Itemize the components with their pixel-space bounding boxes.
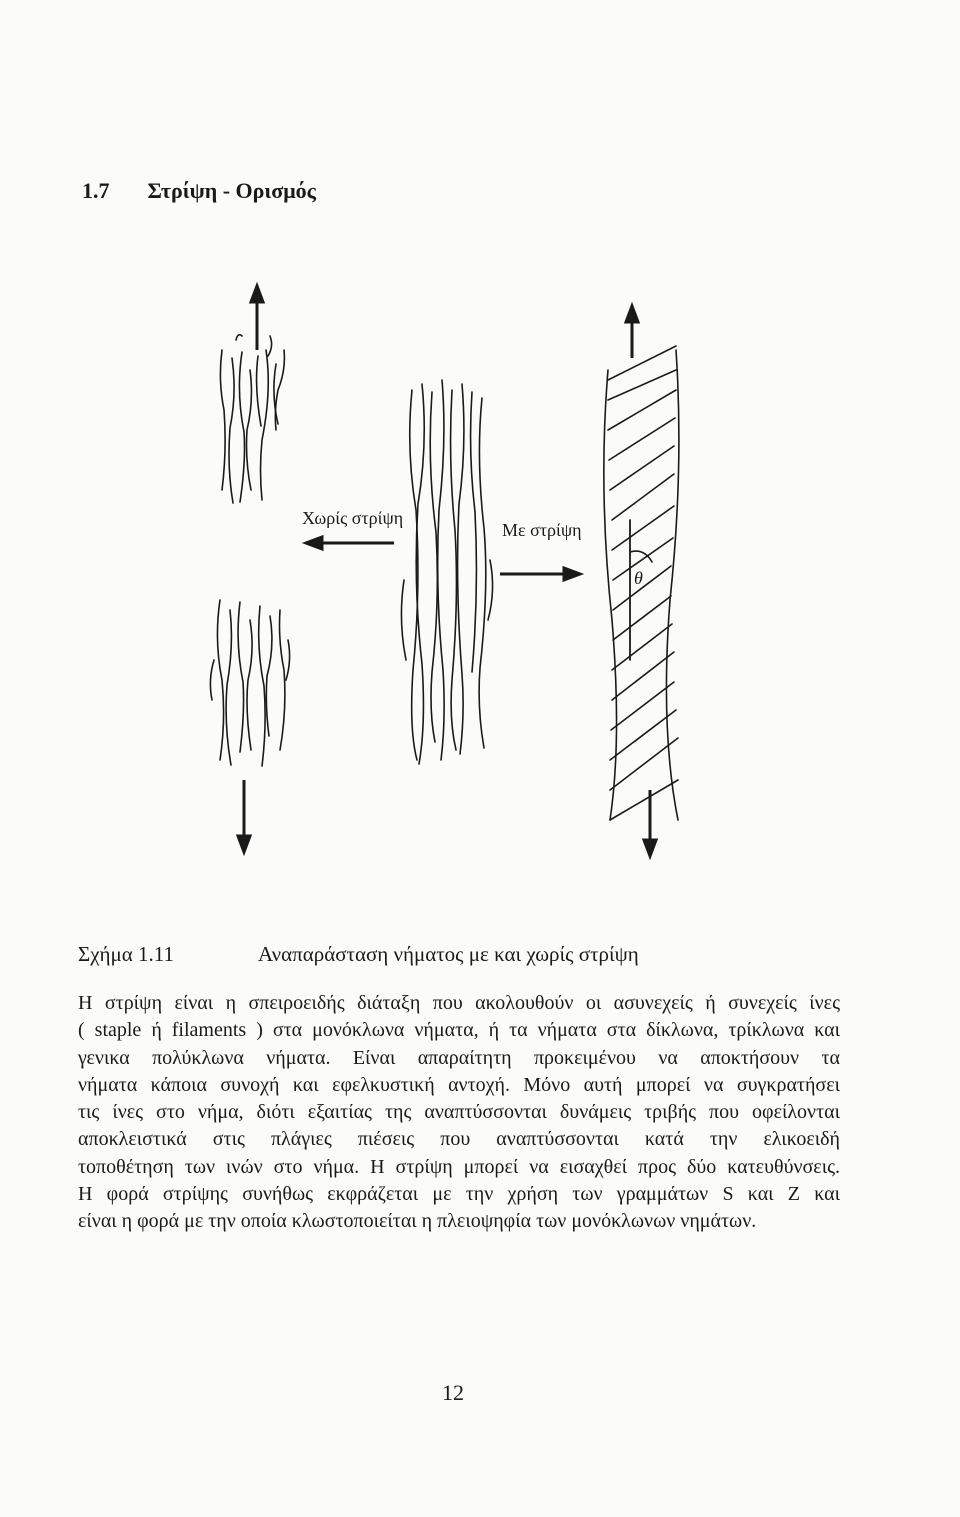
paragraph-line: αποκλειστικά στις πλάγιες πιέσεις που αναπτύσσονται κατά την ελικοειδή <box>78 1128 840 1151</box>
paragraph-line: νήματα κάποια συνοχή και εφελκυστική αντοχή. Μόνο αυτή μπορεί να συγκρατήσει <box>78 1073 840 1096</box>
section-title: Στρίψη - Ορισμός <box>147 178 316 203</box>
yarn-twist-figure <box>150 280 710 885</box>
broken-yarn-bottom-fibres <box>210 600 289 766</box>
caption-text: Αναπαράσταση νήματος με και χωρίς στρίψη <box>258 942 639 966</box>
label-with-twist: Με στρίψη <box>502 520 582 540</box>
parallel-yarn-fibres <box>401 380 492 764</box>
section-number: 1.7 <box>82 178 110 203</box>
paragraph-line: είναι η φορά με την οποία κλωστοποιείται η πλειοψηφία των μονόκλωνων νημάτων. <box>78 1210 757 1233</box>
section-heading <box>82 178 316 204</box>
figure-caption <box>78 942 898 967</box>
body-paragraph <box>78 990 840 1236</box>
page-number: 12 <box>442 1380 464 1405</box>
paragraph-line: Η στρίψη είναι η σπειροειδής διάταξη που ακολουθούν οι ασυνεχείς ή συνεχείς ίνες <box>78 992 840 1014</box>
paragraph-line: ( staple ή filaments ) στα μονόκλωνα νήματα, ή τα νήματα στα δίκλωνα, τρίκλωνα και <box>78 1019 840 1042</box>
label-no-twist: Χωρίς στρίψη <box>302 508 404 528</box>
caption-number: Σχήμα 1.11 <box>78 942 175 966</box>
paragraph-line: τοποθέτηση των ινών στο νήμα. Η στρίψη μπορεί να εισαχθεί προς δύο κατευθύνσεις. <box>78 1155 840 1178</box>
paragraph-line: γενικα πολύκλωνα νήματα. Είναι απαραίτητη προκειμένου να αποκτήσουν τα <box>78 1046 840 1069</box>
paragraph-line: τις ίνες στο νήμα, διότι εξαιτίας της αναπτύσσονται δυνάμεις τριβής που οφείλονται <box>78 1101 840 1124</box>
paragraph-line: Η φορά στρίψης συνήθως εκφράζεται με την χρήση των γραμμάτων S και Z και <box>78 1183 840 1206</box>
angle-theta: θ <box>634 568 643 588</box>
broken-yarn-top-fibres <box>220 335 284 503</box>
force-arrows <box>238 286 656 856</box>
yarn-diagram <box>150 280 710 880</box>
